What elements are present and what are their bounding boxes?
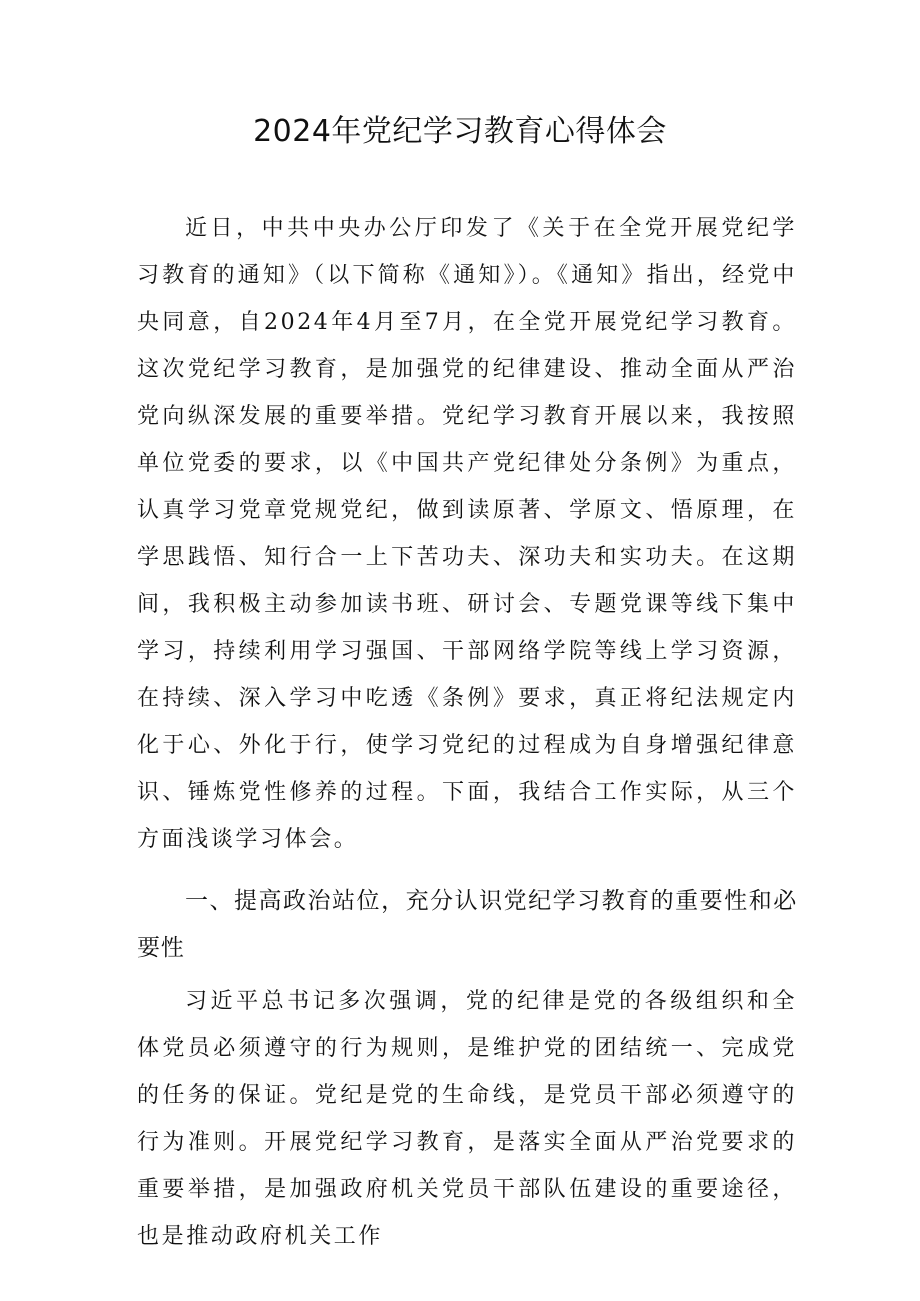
document-title: 2024年党纪学习教育心得体会: [253, 114, 667, 149]
section-1-paragraph: 习近平总书记多次强调，党的纪律是党的各级组织和全体党员必须遵守的行为规则，是维护党的团结统一、完成党的任务的保证。党纪是党的生命线，是党员干部必须遵守的行为准则。开展党纪学习教育，是落实全面从严治党要求的重要举措，是加强政府机关党员干部队伍建设的重要途径，也是推动政府机关工作: [137, 989, 797, 1249]
section-heading-1: 一、提高政治站位，充分认识党纪学习教育的重要性和必要性: [137, 888, 797, 961]
intro-paragraph: 近日，中共中央办公厅印发了《关于在全党开展党纪学习教育的通知》（以下简称《通知》）。《通知》指出，经党中央同意，自2024年4月至7月，在全党开展党纪学习教育。这次党纪学习教育，是加强党的纪律建设、推动全面从严治党向纵深发展的重要举措。党纪学习教育开展以来，我按照单位党委的要求，以《中国共产党纪律处分条例》为重点，认真学习党章党规党纪，做到读原著、学原文、悟原理，在学思践悟、知行合一上下苦功夫、深功夫和实功夫。在这期间，我积极主动参加读书班、研讨会、专题党课等线下集中学习，持续利用学习强国、干部网络学院等线上学习资源，在持续、深入学习中吃透《条例》要求，真正将纪法规定内化于心、外化于行，使学习党纪的过程成为自身增强纪律意识、锤炼党性修养的过程。下面，我结合工作实际，从三个方面浅谈学习体会。: [137, 216, 797, 852]
document-body: [137, 205, 797, 1260]
